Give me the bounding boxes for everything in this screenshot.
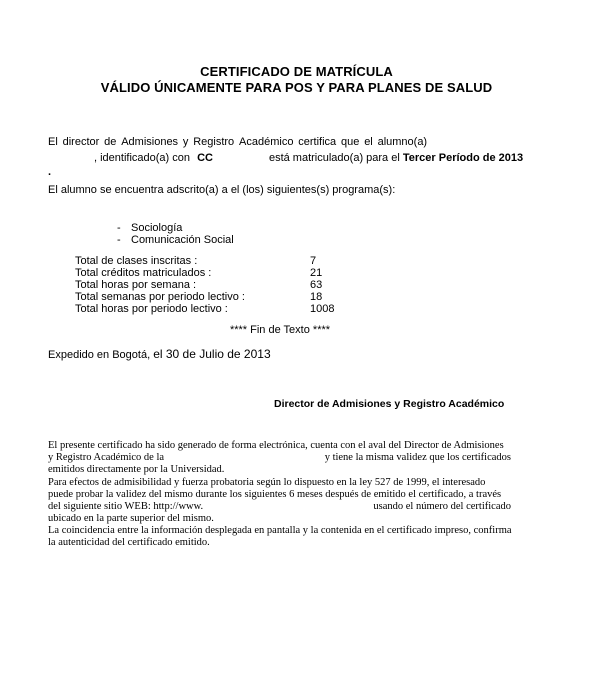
bullet-dash: - [117, 234, 121, 246]
footer-text: del siguiente sitio WEB: http://www. [48, 501, 204, 512]
intro-paragraph [48, 134, 524, 178]
program-intro-text: El alumno se encuentra adscrito(a) a el (los) siguientes(s) programa(s): [48, 184, 396, 196]
intro-word: Registro [193, 136, 235, 148]
intro-word: de [104, 136, 117, 148]
program-item [117, 222, 182, 234]
end-of-text-marker: **** Fin de Texto **** [229, 324, 331, 336]
program-item [117, 234, 234, 246]
footer-text: usando el número del certificado [373, 501, 511, 512]
stat-value: 63 [310, 279, 323, 291]
certificate-subtitle: VÁLIDO ÚNICAMENTE PARA POS Y PARA PLANES DE SALUD [100, 80, 493, 95]
footer-line: emitidos directamente por la Universidad. [48, 464, 225, 475]
issued-date: el 30 de Julio de 2013 [153, 347, 271, 361]
intro-word: alumno(a) [377, 136, 428, 148]
enrollment-period: Tercer Período de 2013 [402, 152, 524, 164]
enrolled-text: está matriculado(a) para el [268, 152, 400, 164]
footer-line: Para efectos de admisibilidad y fuerza probatoria según lo dispuesto en la ley 527 de 1999, el interesado [48, 477, 486, 488]
footer-line [48, 452, 511, 464]
issued-prefix: Expedido en Bogotá, [48, 349, 154, 361]
footer-line: puede probar la validez del mismo durante los siguientes 6 meses después de emitido el certificado, a través [48, 489, 502, 500]
intro-word: y [182, 136, 189, 148]
issued-location-date [48, 347, 271, 361]
intro-line-1 [48, 134, 510, 150]
footer-paragraph-3 [48, 525, 511, 549]
intro-word: Académico [239, 136, 294, 148]
footer-line [48, 501, 511, 513]
footer-paragraph-1 [48, 440, 511, 476]
footer-text: y tiene la misma validez que los certificados [324, 452, 511, 463]
stat-value: 1008 [310, 303, 335, 315]
stat-value: 18 [310, 291, 323, 303]
stat-label: Total horas por semana : [75, 279, 197, 291]
bullet-dash: - [117, 222, 121, 234]
footer-line: El presente certificado ha sido generado de forma electrónica, cuenta con el aval del Director de Admisiones [48, 440, 504, 451]
stat-label: Total semanas por periodo lectivo : [75, 291, 245, 303]
stat-value: 7 [310, 255, 317, 267]
intro-word: director [62, 136, 100, 148]
footer-paragraph-2 [48, 477, 511, 525]
stat-label: Total de clases inscritas : [75, 255, 198, 267]
footer-line: La coincidencia entre la información desplegada en pantalla y la contenida en el certificado impreso, confirma [48, 525, 512, 536]
stat-value: 21 [310, 267, 323, 279]
program-name: Sociología [131, 222, 183, 234]
identified-text: , identificado(a) con [94, 152, 190, 164]
intro-word: El [48, 136, 58, 148]
certificate-title: CERTIFICADO DE MATRÍCULA [200, 64, 393, 79]
intro-word: certifica [298, 136, 337, 148]
stat-label: Total créditos matriculados : [75, 267, 212, 279]
footer-text: y Registro Académico de la [48, 452, 165, 463]
redacted-student-name [432, 134, 510, 150]
intro-word: que [341, 136, 360, 148]
signature-title: Director de Admisiones y Registro Académico [274, 398, 505, 410]
intro-line-2 [48, 150, 524, 166]
program-name: Comunicación Social [131, 234, 234, 246]
intro-line-3: . [48, 166, 52, 178]
id-type-label: CC [197, 152, 213, 164]
footer-line: la autenticidad del certificado emitido. [48, 537, 210, 548]
intro-word: Admisiones [121, 136, 179, 148]
footer-line: ubicado en la parte superior del mismo. [48, 513, 214, 524]
stat-label: Total horas por periodo lectivo : [75, 303, 228, 315]
intro-word: el [364, 136, 373, 148]
